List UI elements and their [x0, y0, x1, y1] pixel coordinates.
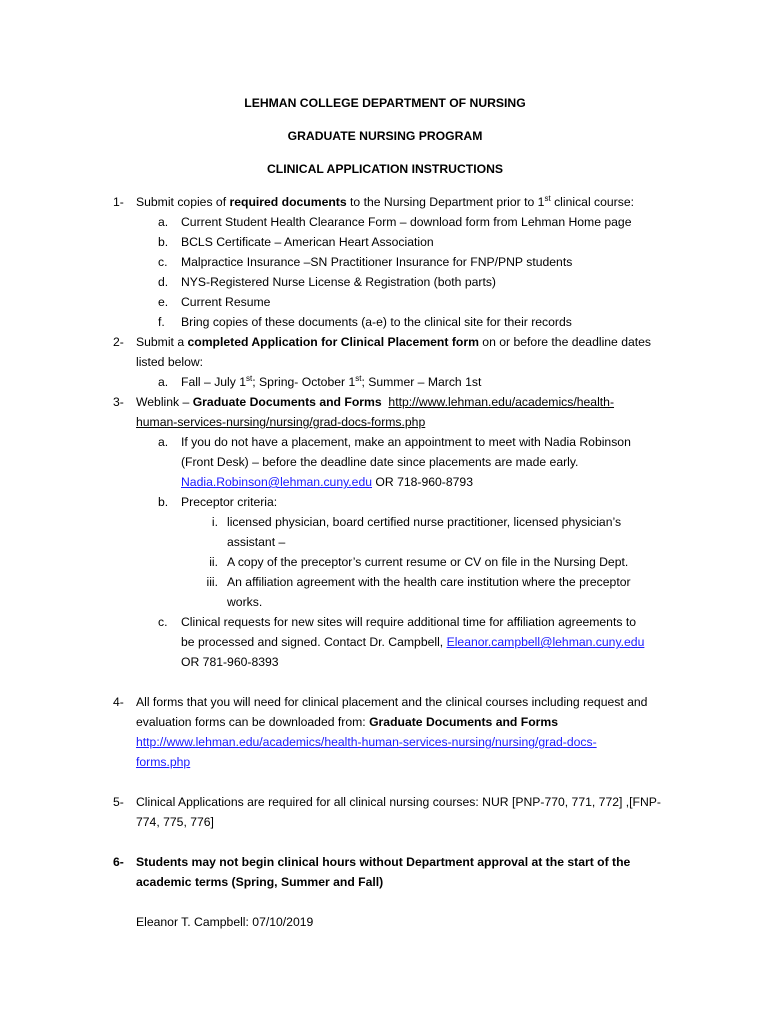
item-3c-marker: c. [158, 615, 168, 629]
item-1-text: Submit copies of required documents to the Nursing Department prior to 1st clinical course: [136, 193, 635, 209]
item-3a-contact: Nadia.Robinson@lehman.cuny.edu OR 718-960-8793 [181, 475, 473, 489]
forms-weblink[interactable]: http://www.lehman.edu/academics/health-human-services-nursing/nursing/grad-docs- [136, 735, 597, 749]
item-1a-marker: a. [158, 215, 169, 229]
forms-weblink-cont[interactable]: forms.php [136, 755, 191, 769]
instructions-title: CLINICAL APPLICATION INSTRUCTIONS [266, 162, 504, 176]
item-3b-iii-text-cont: works. [227, 595, 263, 609]
item-3c-phone: OR 781-960-8393 [181, 655, 279, 669]
item-2-text: Submit a completed Application for Clinical Placement form on or before the deadline dates [136, 335, 652, 349]
item-1c-text: Malpractice Insurance –SN Practitioner Insurance for FNP/PNP students [181, 255, 573, 269]
item-1c-marker: c. [158, 255, 168, 269]
college-title: LEHMAN COLLEGE DEPARTMENT OF NURSING [244, 96, 526, 110]
item-6-text-cont: academic terms (Spring, Summer and Fall) [136, 875, 384, 889]
item-5-text-cont: 774, 775, 776] [136, 815, 214, 829]
item-1-number: 1- [113, 195, 124, 209]
item-1e-marker: e. [158, 295, 169, 309]
program-title: GRADUATE NURSING PROGRAM [287, 129, 483, 143]
item-5-number: 5- [113, 795, 124, 809]
item-3b-i-marker: i. [211, 515, 218, 529]
item-6-number: 6- [113, 855, 124, 869]
item-1d-text: NYS-Registered Nurse License & Registration (both parts) [181, 275, 496, 289]
item-2a-deadlines: Fall – July 1st; Spring- October 1st; Summer – March 1st [181, 373, 482, 389]
item-4-text: All forms that you will need for clinical placement and the clinical courses including request and [136, 695, 648, 709]
item-1e-text: Current Resume [181, 295, 271, 309]
item-2-text-cont: listed below: [136, 355, 204, 369]
item-2-number: 2- [113, 335, 124, 349]
signature-line: Eleanor T. Campbell: 07/10/2019 [136, 915, 314, 929]
grad-docs-weblink-cont[interactable]: human-services-nursing/nursing/grad-docs-forms.php [136, 415, 426, 429]
item-3-text: Weblink – Graduate Documents and Forms http://www.lehman.edu/academics/health- [136, 395, 615, 409]
nadia-email-link[interactable]: Nadia.Robinson@lehman.cuny.edu [181, 475, 373, 489]
item-4-text-cont: evaluation forms can be downloaded from: Graduate Documents and Forms [136, 715, 559, 729]
item-1f-text: Bring copies of these documents (a-e) to the clinical site for their records [181, 315, 572, 329]
item-3b-i-text-cont: assistant – [227, 535, 286, 549]
item-3b-label: Preceptor criteria: [181, 495, 278, 509]
grad-docs-weblink[interactable]: http://www.lehman.edu/academics/health- [388, 395, 615, 409]
item-1f-marker: f. [158, 315, 165, 329]
item-3b-i-text: licensed physician, board certified nurse practitioner, licensed physician’s [227, 515, 622, 529]
item-1b-text: BCLS Certificate – American Heart Association [181, 235, 434, 249]
item-3b-marker: b. [158, 495, 169, 509]
item-1a-text: Current Student Health Clearance Form – download form from Lehman Home page [181, 215, 632, 229]
item-2a-marker: a. [158, 375, 169, 389]
item-3b-iii-text: An affiliation agreement with the health care institution where the preceptor [227, 575, 631, 589]
item-3a-text-cont: (Front Desk) – before the deadline date since placements are made early. [181, 455, 579, 469]
item-3a-marker: a. [158, 435, 169, 449]
item-5-text: Clinical Applications are required for all clinical nursing courses: NUR [PNP-770, 771, 772] ,[FNP- [136, 795, 661, 809]
item-3b-ii-text: A copy of the preceptor’s current resume or CV on file in the Nursing Dept. [227, 555, 629, 569]
campbell-email-link[interactable]: Eleanor.campbell@lehman.cuny.edu [446, 635, 645, 649]
item-6-text: Students may not begin clinical hours without Department approval at the start of the [136, 855, 631, 869]
item-3c-text: Clinical requests for new sites will require additional time for affiliation agreements to [181, 615, 636, 629]
item-3b-ii-marker: ii. [209, 555, 218, 569]
item-3c-text-cont: be processed and signed. Contact Dr. Campbell, Eleanor.campbell@lehman.cuny.edu [181, 635, 645, 649]
item-1b-marker: b. [158, 235, 169, 249]
item-4-number: 4- [113, 695, 124, 709]
item-3-number: 3- [113, 395, 124, 409]
item-3b-iii-marker: iii. [206, 575, 218, 589]
item-3a-text: If you do not have a placement, make an appointment to meet with Nadia Robinson [181, 435, 631, 449]
item-1d-marker: d. [158, 275, 169, 289]
